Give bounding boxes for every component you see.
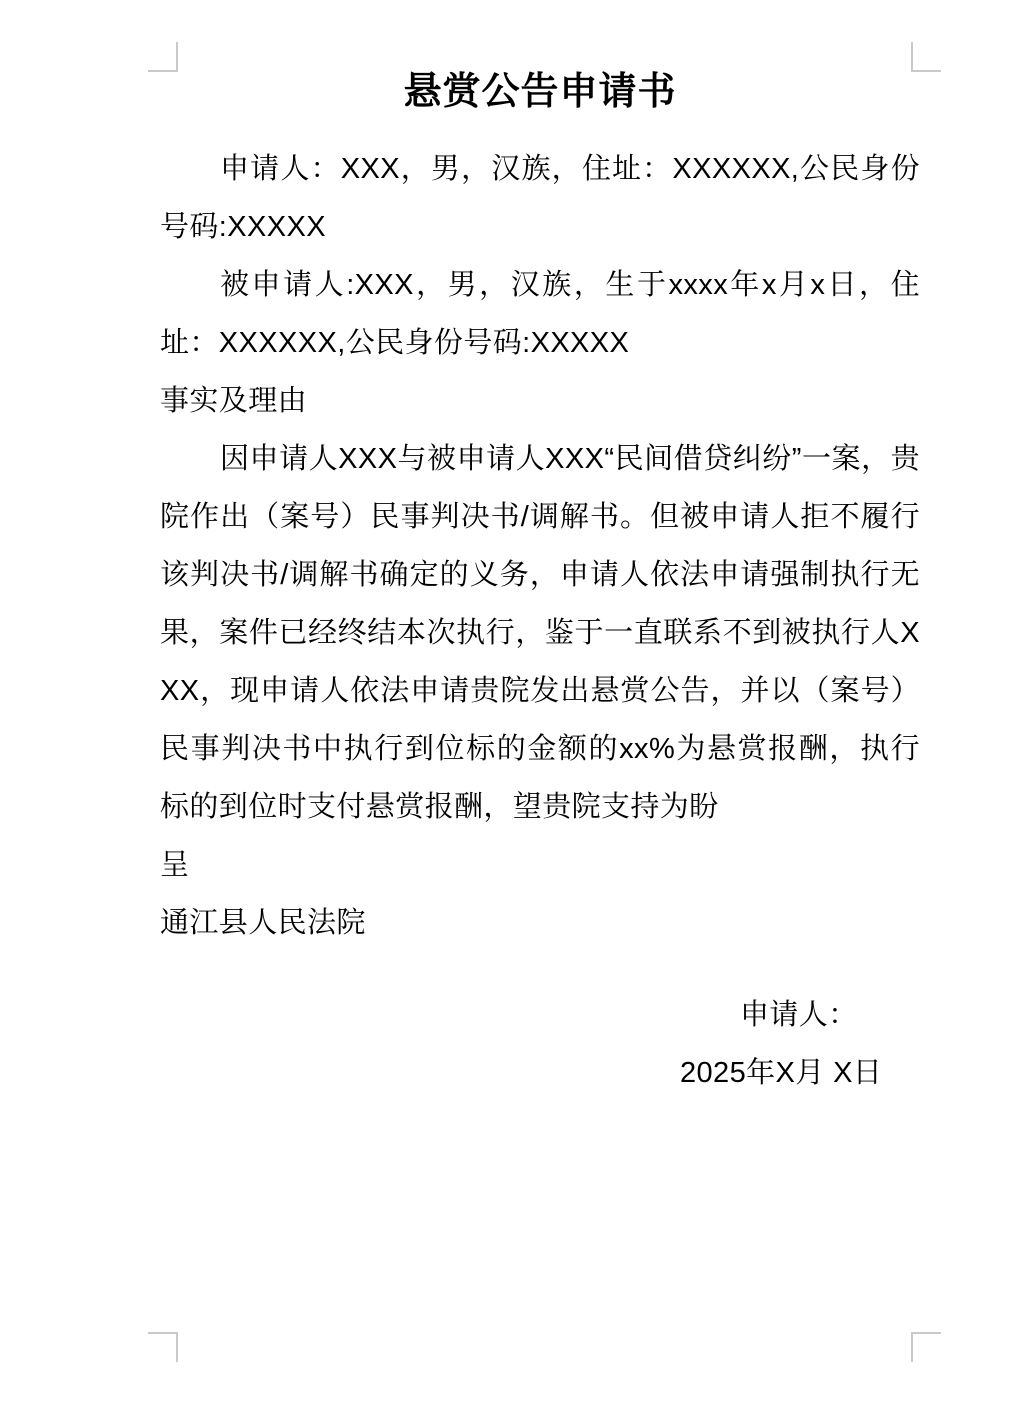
paragraph-applicant: 申请人：XXX，男，汉族，住址：XXXXXX,公民身份号码:XXXXX [160,152,920,243]
signature-block [160,986,920,1102]
crop-mark-bottom-left-icon [148,1332,178,1362]
paragraph-facts-body: 因申请人XXX与被申请人XXX“民间借贷纠纷”一案，贵院作出（案号）民事判决书/调解书。但被申请人拒不履行该判决书/调解书确定的义务，申请人依法申请强制执行无果，案件已经终结本次执行，鉴于一直联系不到被执行人XXX，现申请人依法申请贵院发出悬赏公告，并以（案号）民事判决书中执行到位标的金额的xx%为悬赏报酬，执行标的到位时支付悬赏报酬，望贵院支持为盼 [160,442,920,823]
heading-facts-and-reasons: 事实及理由 [160,384,308,417]
document-title: 悬赏公告申请书 [403,71,677,113]
signature-date: 2025年X月 X日 [680,1056,883,1089]
crop-mark-bottom-right-icon [911,1332,941,1362]
signature-applicant-label: 申请人： [740,998,858,1031]
document-body [160,60,920,1102]
paragraph-submit-word: 呈 [160,848,190,881]
paragraph-respondent: 被申请人:XXX，男，汉族，生于xxxx年x月x日，住址：XXXXXX,公民身份号码:XXXXX [160,268,920,359]
paragraph-court-name: 通江县人民法院 [160,906,366,939]
